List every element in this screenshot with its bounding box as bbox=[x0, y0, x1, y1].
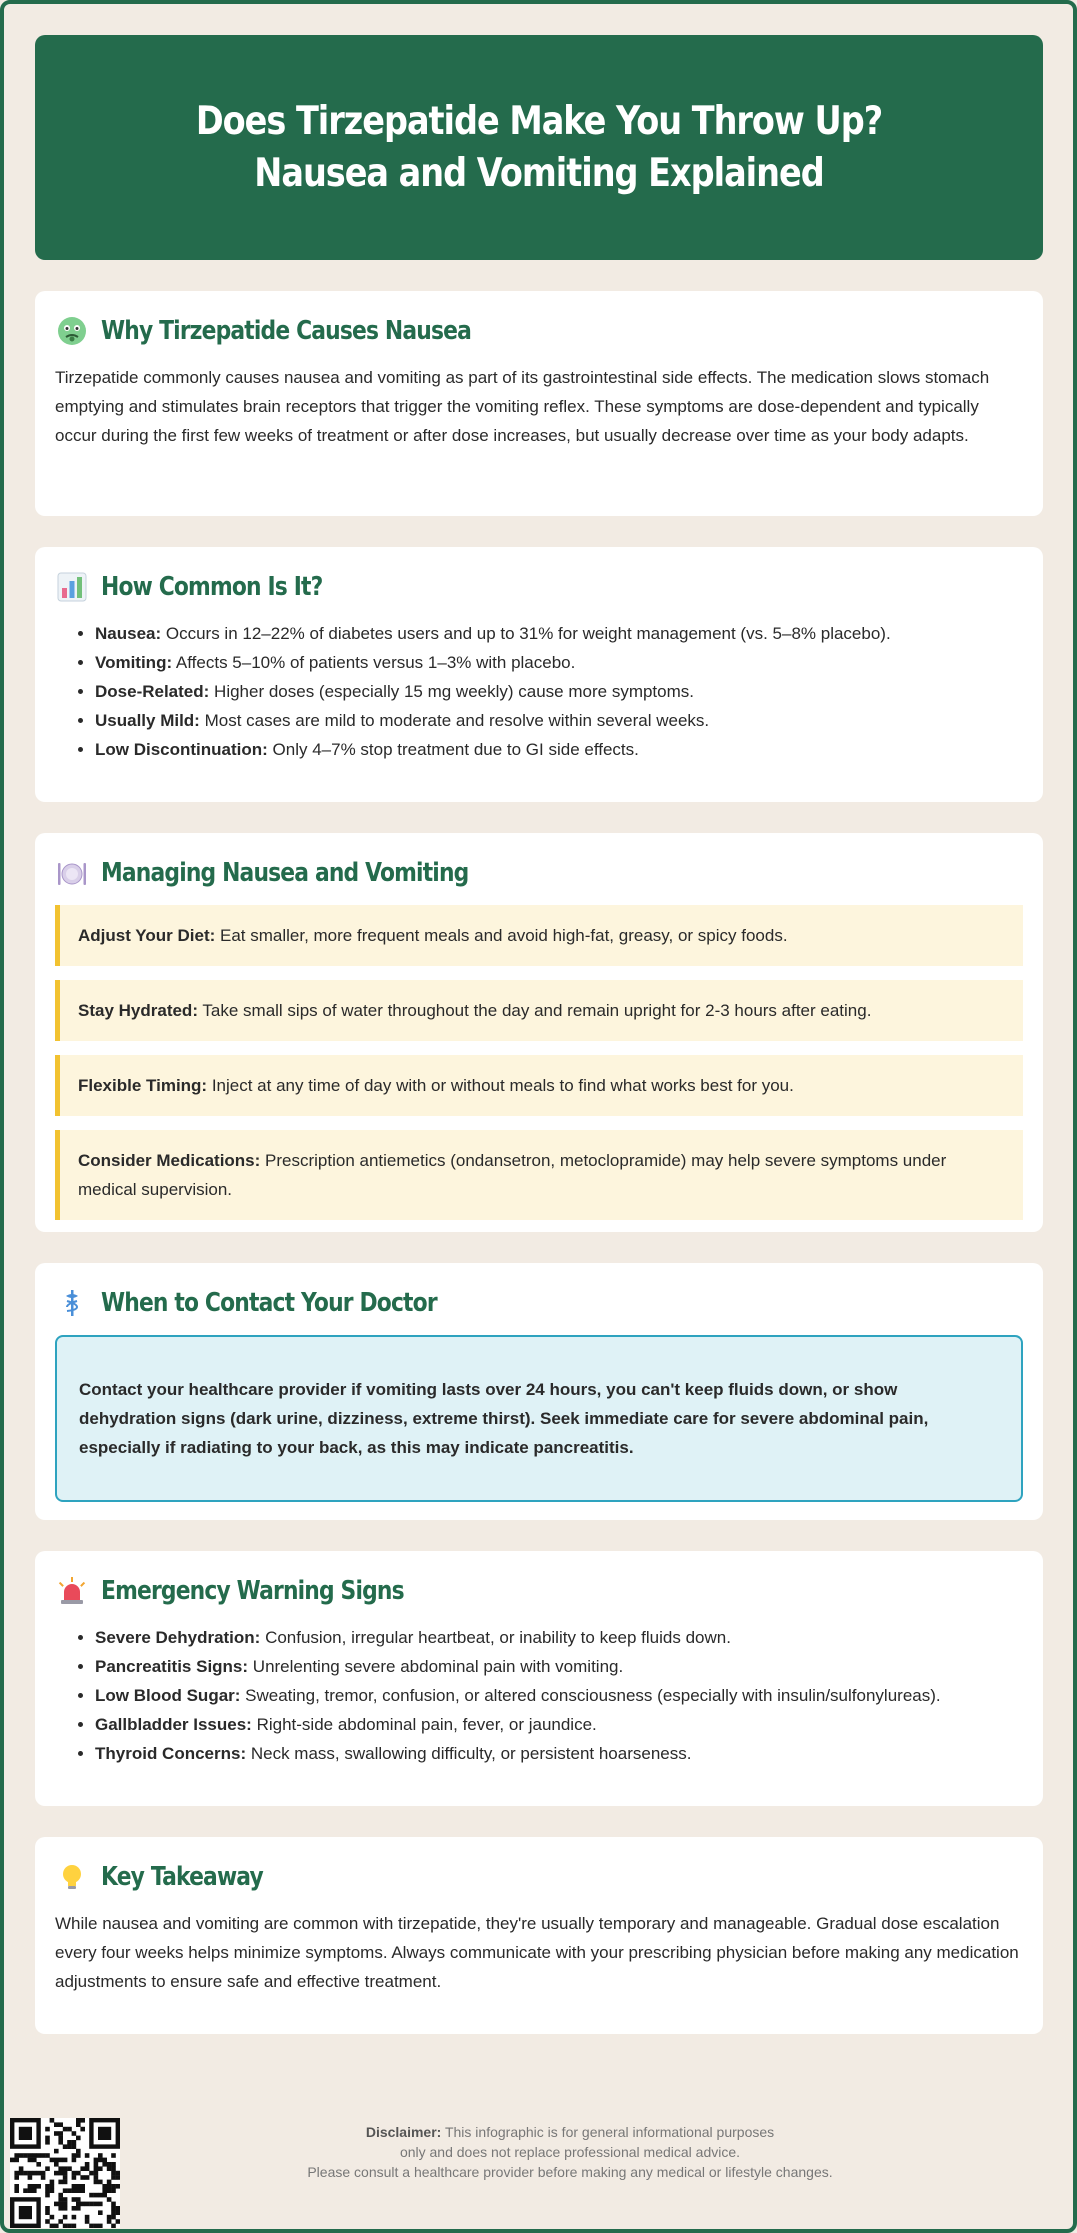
contact-doctor-section bbox=[35, 1263, 1043, 1520]
list-item: • Gallbladder Issues: Right-side abdominal pain, fever, or jaundice. bbox=[95, 1710, 1023, 1739]
bar-chart-icon bbox=[55, 570, 89, 604]
section-heading: Managing Nausea and Vomiting bbox=[101, 858, 469, 888]
list-item: • Low Blood Sugar: Sweating, tremor, confusion, or altered consciousness (especially with insulin/sulfonylureas). bbox=[95, 1681, 1023, 1710]
tip-card: Flexible Timing: Inject at any time of day with or without meals to find what works best for you. bbox=[55, 1055, 1023, 1116]
emergency-section bbox=[35, 1551, 1043, 1806]
list-item: • Usually Mild: Most cases are mild to moderate and resolve within several weeks. bbox=[95, 706, 1023, 735]
qr-code[interactable] bbox=[10, 2118, 120, 2228]
tip-card: Consider Medications: Prescription antiemetics (ondansetron, metoclopramide) may help severe symptoms under medical supervision. bbox=[55, 1130, 1023, 1220]
section-text: While nausea and vomiting are common with tirzepatide, they're usually temporary and manageable. Gradual dose escalation every four weeks helps minimize symptoms. Always communicate with your prescribing physician before making any medication adjustments to ensure safe and effective treatment. bbox=[55, 1914, 1019, 1991]
medical-caduceus-icon bbox=[55, 1286, 89, 1320]
section-heading: Key Takeaway bbox=[101, 1862, 263, 1892]
key-takeaway-section bbox=[35, 1837, 1043, 2034]
section-heading: How Common Is It? bbox=[101, 572, 323, 602]
tip-card: Adjust Your Diet: Eat smaller, more frequent meals and avoid high-fat, greasy, or spicy foods. bbox=[55, 905, 1023, 966]
section-heading: Why Tirzepatide Causes Nausea bbox=[101, 316, 471, 346]
page-title: Does Tirzepatide Make You Throw Up? Nausea and Vomiting Explained bbox=[195, 98, 883, 196]
list-item: • Dose-Related: Higher doses (especially 15 mg weekly) cause more symptoms. bbox=[95, 677, 1023, 706]
list-item: • Low Discontinuation: Only 4–7% stop treatment due to GI side effects. bbox=[95, 735, 1023, 764]
tip-card: Stay Hydrated: Take small sips of water throughout the day and remain upright for 2-3 hours after eating. bbox=[55, 980, 1023, 1041]
warning-list bbox=[55, 1623, 1023, 1768]
disclaimer: Disclaimer: This infographic is for general informational purposes only and does not replace professional medical advice. Please consult a healthcare provider before making any medical or lifestyle changes. bbox=[307, 2124, 833, 2180]
why-section bbox=[35, 291, 1043, 516]
list-item: • Severe Dehydration: Confusion, irregular heartbeat, or inability to keep fluids down. bbox=[95, 1623, 1023, 1652]
list-item: • Vomiting: Affects 5–10% of patients versus 1–3% with placebo. bbox=[95, 648, 1023, 677]
how-common-section bbox=[35, 547, 1043, 802]
list-item: • Nausea: Occurs in 12–22% of diabetes users and up to 31% for weight management (vs. 5–8% placebo). bbox=[95, 619, 1023, 648]
list-item: • Pancreatitis Signs: Unrelenting severe abdominal pain with vomiting. bbox=[95, 1652, 1023, 1681]
section-heading: Emergency Warning Signs bbox=[101, 1576, 404, 1606]
title-banner bbox=[35, 35, 1043, 260]
managing-section bbox=[35, 833, 1043, 1232]
doctor-callout: Contact your healthcare provider if vomiting lasts over 24 hours, you can't keep fluids down, or show dehydration signs (dark urine, dizziness, extreme thirst). Seek immediate care for severe abdominal pain, especially if radiating to your back, as this may indicate pancreatitis. bbox=[55, 1335, 1023, 1502]
list-item: • Thyroid Concerns: Neck mass, swallowing difficulty, or persistent hoarseness. bbox=[95, 1739, 1023, 1768]
light-bulb-icon bbox=[55, 1860, 89, 1894]
siren-light-icon bbox=[55, 1574, 89, 1608]
section-text: Tirzepatide commonly causes nausea and vomiting as part of its gastrointestinal side effects. The medication slows stomach emptying and stimulates brain receptors that trigger the vomiting reflex. These symptoms are dose-dependent and typically occur during the first few weeks of treatment or after dose increases, but usually decrease over time as your body adapts. bbox=[55, 368, 990, 445]
nauseated-face-icon bbox=[55, 314, 89, 348]
stats-list bbox=[55, 619, 1023, 764]
plate-cutlery-icon bbox=[55, 856, 89, 890]
infographic bbox=[35, 35, 1043, 2034]
section-heading: When to Contact Your Doctor bbox=[101, 1288, 437, 1318]
